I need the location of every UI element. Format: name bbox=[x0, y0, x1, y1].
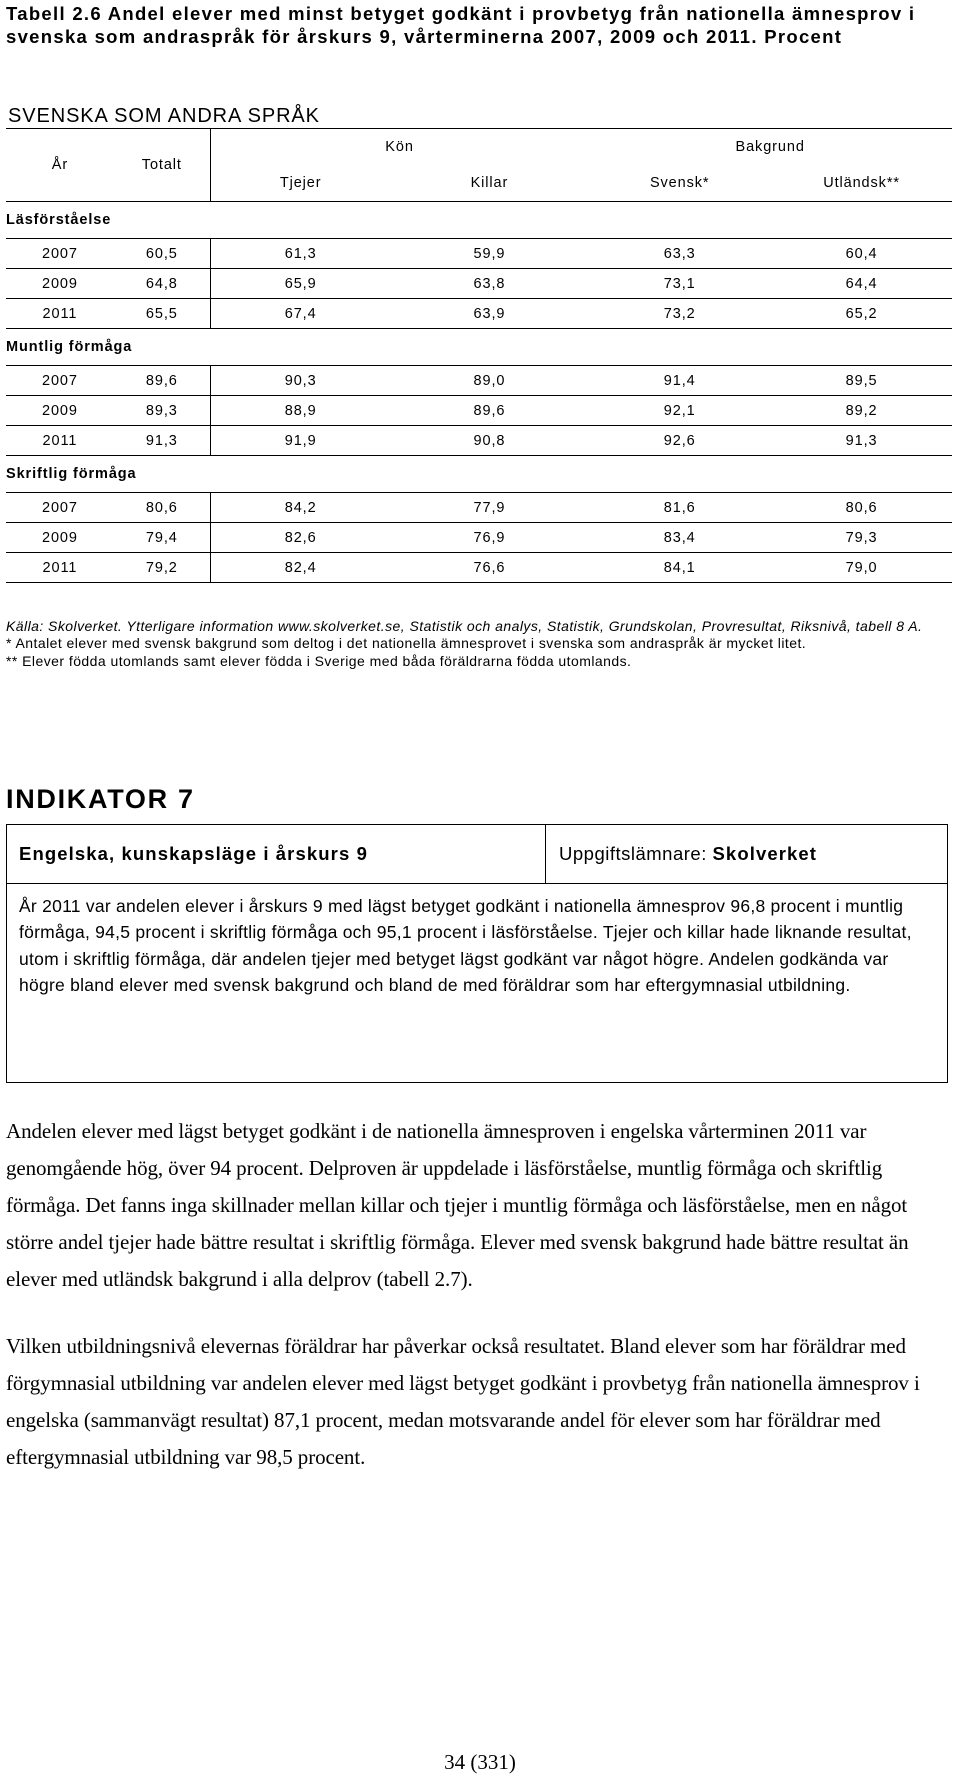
cell-swedish: 91,4 bbox=[588, 366, 771, 396]
body-paragraph-2: Vilken utbildningsnivå elevernas föräldrar har påverkar också resultatet. Bland elever som har föräldrar med förgymnasial utbildning var andelen elever med lägst betyget godkänt i provbetyg från nationella ämnesprov i engelska (sammanvägt resultat) 87,1 procent, medan motsvarande andel för elever som har föräldrar med eftergymnasial utbildning var 98,5 procent. bbox=[6, 1334, 920, 1469]
cell-foreign: 80,6 bbox=[771, 493, 952, 523]
cell-total: 65,5 bbox=[114, 299, 210, 329]
cell-swedish: 81,6 bbox=[588, 493, 771, 523]
cell-year: 2011 bbox=[6, 426, 114, 456]
cell-girls: 82,4 bbox=[210, 553, 390, 583]
table-row bbox=[6, 269, 952, 299]
cell-total: 89,6 bbox=[114, 366, 210, 396]
cell-total: 79,2 bbox=[114, 553, 210, 583]
supplier-label: Uppgiftslämnare: bbox=[559, 843, 713, 864]
table-row bbox=[6, 239, 952, 269]
table-row bbox=[6, 553, 952, 583]
cell-boys: 76,9 bbox=[391, 523, 589, 553]
section-row bbox=[6, 456, 952, 493]
cell-total: 64,8 bbox=[114, 269, 210, 299]
cell-year: 2009 bbox=[6, 269, 114, 299]
source-note: Källa: Skolverket. Ytterligare information www.skolverket.se, Statistik och analys, Statistik, Grundskolan, Provresultat, Riksnivå, tabell 8 A. bbox=[6, 618, 923, 634]
cell-girls: 82,6 bbox=[210, 523, 390, 553]
cell-swedish: 63,3 bbox=[588, 239, 771, 269]
indicator-summary: År 2011 var andelen elever i årskurs 9 med lägst betyget godkänt i nationella ämnesprov 96,8 procent i muntlig förmåga, 94,5 procent i skriftlig förmåga och 95,1 procent i läsförståelse. Tjejer och killar hade liknande resultat, utom i skriftlig förmåga, där andelen tjejer med betyget lägst godkänt var något högre. Andelen godkända var högre bland elever med svensk bakgrund och bland de med föräldrar som har eftergymnasial utbildning. bbox=[19, 896, 912, 996]
cell-girls: 84,2 bbox=[210, 493, 390, 523]
cell-boys: 77,9 bbox=[391, 493, 589, 523]
body-paragraph-1: Andelen elever med lägst betyget godkänt i de nationella ämnesproven i engelska vårterminen 2011 var genomgående hög, över 94 procent. Delproven är uppdelade i läsförståelse, muntlig förmåga och skriftlig förmåga. Det fanns inga skillnader mellan killar och tjejer i muntlig förmåga och läsförståelse, men en något större andel tjejer hade bättre resultat i skriftlig förmåga. Elever med svensk bakgrund hade bättre resultat än elever med utländsk bakgrund i alla delprov (tabell 2.7). bbox=[6, 1119, 909, 1291]
indicator-divider bbox=[545, 825, 546, 883]
body-text bbox=[6, 1113, 954, 1476]
cell-foreign: 89,2 bbox=[771, 396, 952, 426]
indicator-box bbox=[6, 824, 948, 1083]
header-swedish: Svensk* bbox=[649, 175, 710, 191]
cell-foreign: 65,2 bbox=[771, 299, 952, 329]
cell-year: 2007 bbox=[6, 493, 114, 523]
cell-swedish: 73,1 bbox=[588, 269, 771, 299]
indicator-header-row bbox=[7, 825, 947, 884]
table-row bbox=[6, 366, 952, 396]
header-total: Totalt bbox=[114, 129, 210, 202]
cell-year: 2007 bbox=[6, 366, 114, 396]
supplier-name: Skolverket bbox=[712, 843, 818, 864]
cell-girls: 88,9 bbox=[210, 396, 390, 426]
table-notes bbox=[6, 618, 954, 670]
cell-swedish: 83,4 bbox=[588, 523, 771, 553]
footnote-swedish-background: * Antalet elever med svensk bakgrund som deltog i det nationella ämnesprovet i svenska som andraspråk är mycket litet. bbox=[6, 635, 807, 652]
cell-total: 91,3 bbox=[114, 426, 210, 456]
cell-foreign: 91,3 bbox=[771, 426, 952, 456]
cell-boys: 76,6 bbox=[391, 553, 589, 583]
section-label: Skriftlig förmåga bbox=[6, 456, 952, 493]
cell-boys: 59,9 bbox=[391, 239, 589, 269]
table-caption: Tabell 2.6 Andel elever med minst betyget godkänt i provbetyg från nationella ämnesprov i svenska som andraspråk för årskurs 9, vårterminerna 2007, 2009 och 2011. Procent bbox=[6, 3, 916, 47]
header-girls: Tjejer bbox=[279, 175, 322, 191]
page-number: 34 (331) bbox=[444, 1750, 516, 1774]
cell-girls: 90,3 bbox=[210, 366, 390, 396]
cell-foreign: 64,4 bbox=[771, 269, 952, 299]
cell-foreign: 60,4 bbox=[771, 239, 952, 269]
header-gender: Kön bbox=[210, 129, 588, 166]
cell-girls: 61,3 bbox=[210, 239, 390, 269]
indicator-supplier bbox=[559, 843, 817, 865]
header-background: Bakgrund bbox=[588, 129, 952, 166]
table-row bbox=[6, 426, 952, 456]
footnote-foreign-background: ** Elever födda utomlands samt elever födda i Sverige med båda föräldrarna födda utomlands. bbox=[6, 652, 632, 669]
cell-total: 60,5 bbox=[114, 239, 210, 269]
cell-total: 79,4 bbox=[114, 523, 210, 553]
table-row bbox=[6, 523, 952, 553]
cell-year: 2009 bbox=[6, 396, 114, 426]
table-title: SVENSKA SOM ANDRA SPRÅK bbox=[8, 105, 320, 127]
cell-year: 2011 bbox=[6, 299, 114, 329]
cell-boys: 63,9 bbox=[391, 299, 589, 329]
section-row bbox=[6, 329, 952, 366]
cell-swedish: 84,1 bbox=[588, 553, 771, 583]
section-row bbox=[6, 202, 952, 239]
header-foreign: Utländsk** bbox=[823, 175, 900, 191]
header-row-1 bbox=[6, 129, 952, 166]
cell-boys: 90,8 bbox=[391, 426, 589, 456]
cell-boys: 89,0 bbox=[391, 366, 589, 396]
table-row bbox=[6, 493, 952, 523]
header-boys: Killar bbox=[470, 175, 509, 191]
cell-girls: 67,4 bbox=[210, 299, 390, 329]
cell-swedish: 73,2 bbox=[588, 299, 771, 329]
cell-swedish: 92,1 bbox=[588, 396, 771, 426]
section-label: Muntlig förmåga bbox=[6, 329, 952, 366]
cell-total: 80,6 bbox=[114, 493, 210, 523]
table-title-row bbox=[6, 92, 952, 129]
cell-boys: 63,8 bbox=[391, 269, 589, 299]
table-row bbox=[6, 396, 952, 426]
cell-foreign: 79,3 bbox=[771, 523, 952, 553]
cell-girls: 65,9 bbox=[210, 269, 390, 299]
results-table bbox=[6, 92, 952, 583]
header-year: År bbox=[6, 129, 114, 202]
cell-year: 2007 bbox=[6, 239, 114, 269]
cell-foreign: 79,0 bbox=[771, 553, 952, 583]
section-label: Läsförståelse bbox=[6, 202, 952, 239]
indicator-topic: Engelska, kunskapsläge i årskurs 9 bbox=[19, 843, 368, 864]
cell-total: 89,3 bbox=[114, 396, 210, 426]
cell-swedish: 92,6 bbox=[588, 426, 771, 456]
indicator-heading: INDIKATOR 7 bbox=[6, 784, 195, 814]
cell-boys: 89,6 bbox=[391, 396, 589, 426]
cell-foreign: 89,5 bbox=[771, 366, 952, 396]
cell-year: 2009 bbox=[6, 523, 114, 553]
cell-year: 2011 bbox=[6, 553, 114, 583]
cell-girls: 91,9 bbox=[210, 426, 390, 456]
table-row bbox=[6, 299, 952, 329]
